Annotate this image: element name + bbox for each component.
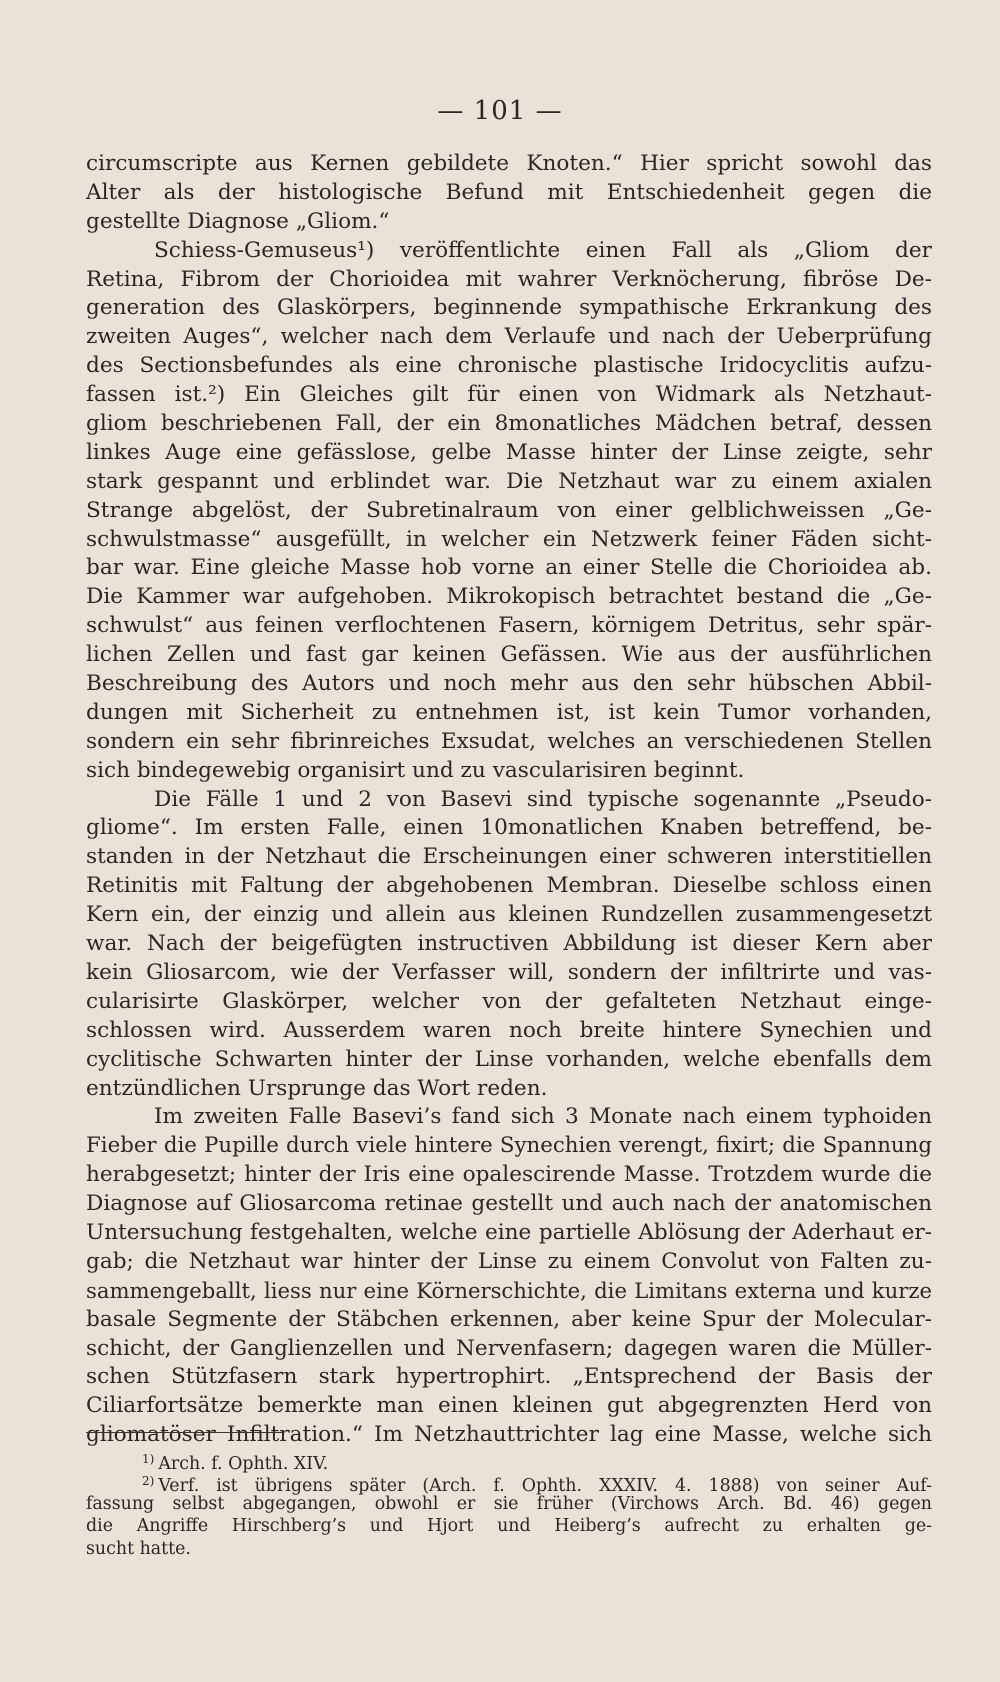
text-line: Die Kammer war aufgehoben. Mikrokopisch betrachtet bestand die „Ge- (86, 584, 932, 610)
text-line: schwulstmasse“ ausgefüllt, in welcher ein Netzwerk feiner Fäden sicht- (86, 526, 932, 552)
text-line: sich bindegewebig organisirt und zu vascularisiren beginnt. (86, 757, 745, 783)
text-line: sondern ein sehr fibrinreiches Exsudat, welches an verschiedenen Stellen (86, 728, 932, 754)
footnotes (86, 1448, 932, 1560)
text-line: Strange abgelöst, der Subretinalraum von einer gelblichweissen „Ge- (86, 497, 932, 523)
page-number: — 101 — (437, 96, 563, 126)
footnote-divider (86, 1432, 284, 1433)
text-line: herabgesetzt; hinter der Iris eine opalescirende Masse. Trotzdem wurde die (86, 1162, 932, 1188)
text-line: Die Fälle 1 und 2 von Basevi sind typische sogenannte „Pseudo- (154, 786, 932, 812)
text-line: fassen ist.²) Ein Gleiches gilt für einen von Widmark als Netzhaut- (86, 382, 932, 408)
text-line: Beschreibung des Autors und noch mehr aus den sehr hübschen Abbil- (86, 671, 932, 697)
text-line: bar war. Eine gleiche Masse hob vorne an einer Stelle die Chorioidea ab. (86, 555, 932, 581)
footnote-2 (86, 1470, 932, 1497)
text-line: des Sectionsbefundes als eine chronische plastische Iridocyclitis aufzu- (86, 353, 932, 379)
text-line: cyclitische Schwarten hinter der Linse vorhanden, welche ebenfalls dem (86, 1046, 932, 1072)
text-line: Ciliarfortsätze bemerkte man einen kleinen gut abgegrenzten Herd von (86, 1393, 932, 1419)
text-line: Fieber die Pupille durch viele hintere Synechien verengt, fixirt; die Spannung (86, 1133, 932, 1159)
text-line: linkes Auge eine gefässlose, gelbe Masse hinter der Linse zeigte, sehr (86, 439, 932, 465)
footnote-text: Verf. ist übrigens später (Arch. f. Ophth. XXXIV. 4. 1888) von seiner Auf- (158, 1476, 932, 1497)
text-line: zweiten Auges“, welcher nach dem Verlaufe und nach der Ueberprüfung (86, 324, 932, 350)
text-line: gliomatöser Infiltration.“ Im Netzhauttrichter lag eine Masse, welche sich (86, 1422, 932, 1448)
text-line: lichen Zellen und fast gar keinen Gefässen. Wie aus der ausführlichen (86, 642, 932, 668)
text-line: Retinitis mit Faltung der abgehobenen Membran. Dieselbe schloss einen (86, 873, 932, 899)
text-line: schicht, der Ganglienzellen und Nervenfasern; dagegen waren die Müller- (86, 1335, 932, 1361)
text-line: Untersuchung festgehalten, welche eine partielle Ablösung der Aderhaut er- (86, 1219, 932, 1245)
text-line: basale Segmente der Stäbchen erkennen, aber keine Spur der Molecular- (86, 1306, 932, 1332)
text-line: Alter als der histologische Befund mit Entschiedenheit gegen die (86, 179, 932, 205)
text-line: entzündlichen Ursprunge das Wort reden. (86, 1075, 548, 1101)
footnote-line: die Angriffe Hirschberg’s und Hjort und Heiberg’s aufrecht zu erhalten ge- (86, 1516, 932, 1537)
text-line: stark gespannt und erblindet war. Die Netzhaut war zu einem axialen (86, 468, 932, 494)
text-line: schwulst“ aus feinen verflochtenen Fasern, körnigem Detritus, sehr spär- (86, 613, 932, 639)
footnote-marker: 1) (142, 1452, 155, 1466)
text-line: Kern ein, der einzig und allein aus kleinen Rundzellen zusammengesetzt (86, 902, 932, 928)
footnote-1 (86, 1448, 932, 1474)
text-line: circumscripte aus Kernen gebildete Knoten.“ Hier spricht sowohl das (86, 151, 932, 176)
text-line: standen in der Netzhaut die Erscheinungen einer schweren interstitiellen (86, 844, 932, 870)
text-line: kein Gliosarcom, wie der Verfasser will, sondern der infiltrirte und vas- (86, 959, 932, 985)
text-line: Im zweiten Falle Basevi’s fand sich 3 Monate nach einem typhoiden (154, 1104, 932, 1130)
text-line: generation des Glaskörpers, beginnende sympathische Erkrankung des (86, 295, 932, 321)
text-line: Schiess-Gemuseus¹) veröffentlichte einen Fall als „Gliom der (154, 237, 932, 263)
text-line: dungen mit Sicherheit zu entnehmen ist, ist kein Tumor vorhanden, (86, 699, 932, 725)
footnote-line: fassung selbst abgegangen, obwohl er sie früher (Virchows Arch. Bd. 46) gegen (86, 1493, 932, 1514)
footnote-text: Arch. f. Ophth. XIV. (158, 1454, 329, 1474)
text-line: gab; die Netzhaut war hinter der Linse zu einem Convolut von Falten zu- (86, 1248, 932, 1274)
footnote-marker: 2) (142, 1474, 155, 1489)
text-line: Diagnose auf Gliosarcoma retinae gestellt und auch nach der anatomischen (86, 1191, 932, 1217)
text-line: schlossen wird. Ausserdem waren noch breite hintere Synechien und (86, 1017, 932, 1043)
text-line: gliom beschriebenen Fall, der ein 8monatliches Mädchen betraf, dessen (86, 411, 932, 437)
body-text (86, 150, 932, 1479)
text-line: gestellte Diagnose „Gliom.“ (86, 208, 390, 234)
text-line: gliome“. Im ersten Falle, einen 10monatlichen Knaben betreffend, be- (86, 815, 932, 841)
text-line: cularisirte Glaskörper, welcher von der gefalteten Netzhaut einge- (86, 988, 932, 1014)
footnote-line: sucht hatte. (86, 1538, 191, 1559)
text-line: war. Nach der beigefügten instructiven Abbildung ist dieser Kern aber (86, 931, 932, 957)
text-line: Retina, Fibrom der Chorioidea mit wahrer Verknöcherung, fibröse De- (86, 266, 932, 292)
text-line: schen Stützfasern stark hypertrophirt. „Entsprechend der Basis der (86, 1364, 932, 1390)
text-line: sammengeballt, liess nur eine Körnerschichte, die Limitans externa und kurze (86, 1277, 932, 1303)
